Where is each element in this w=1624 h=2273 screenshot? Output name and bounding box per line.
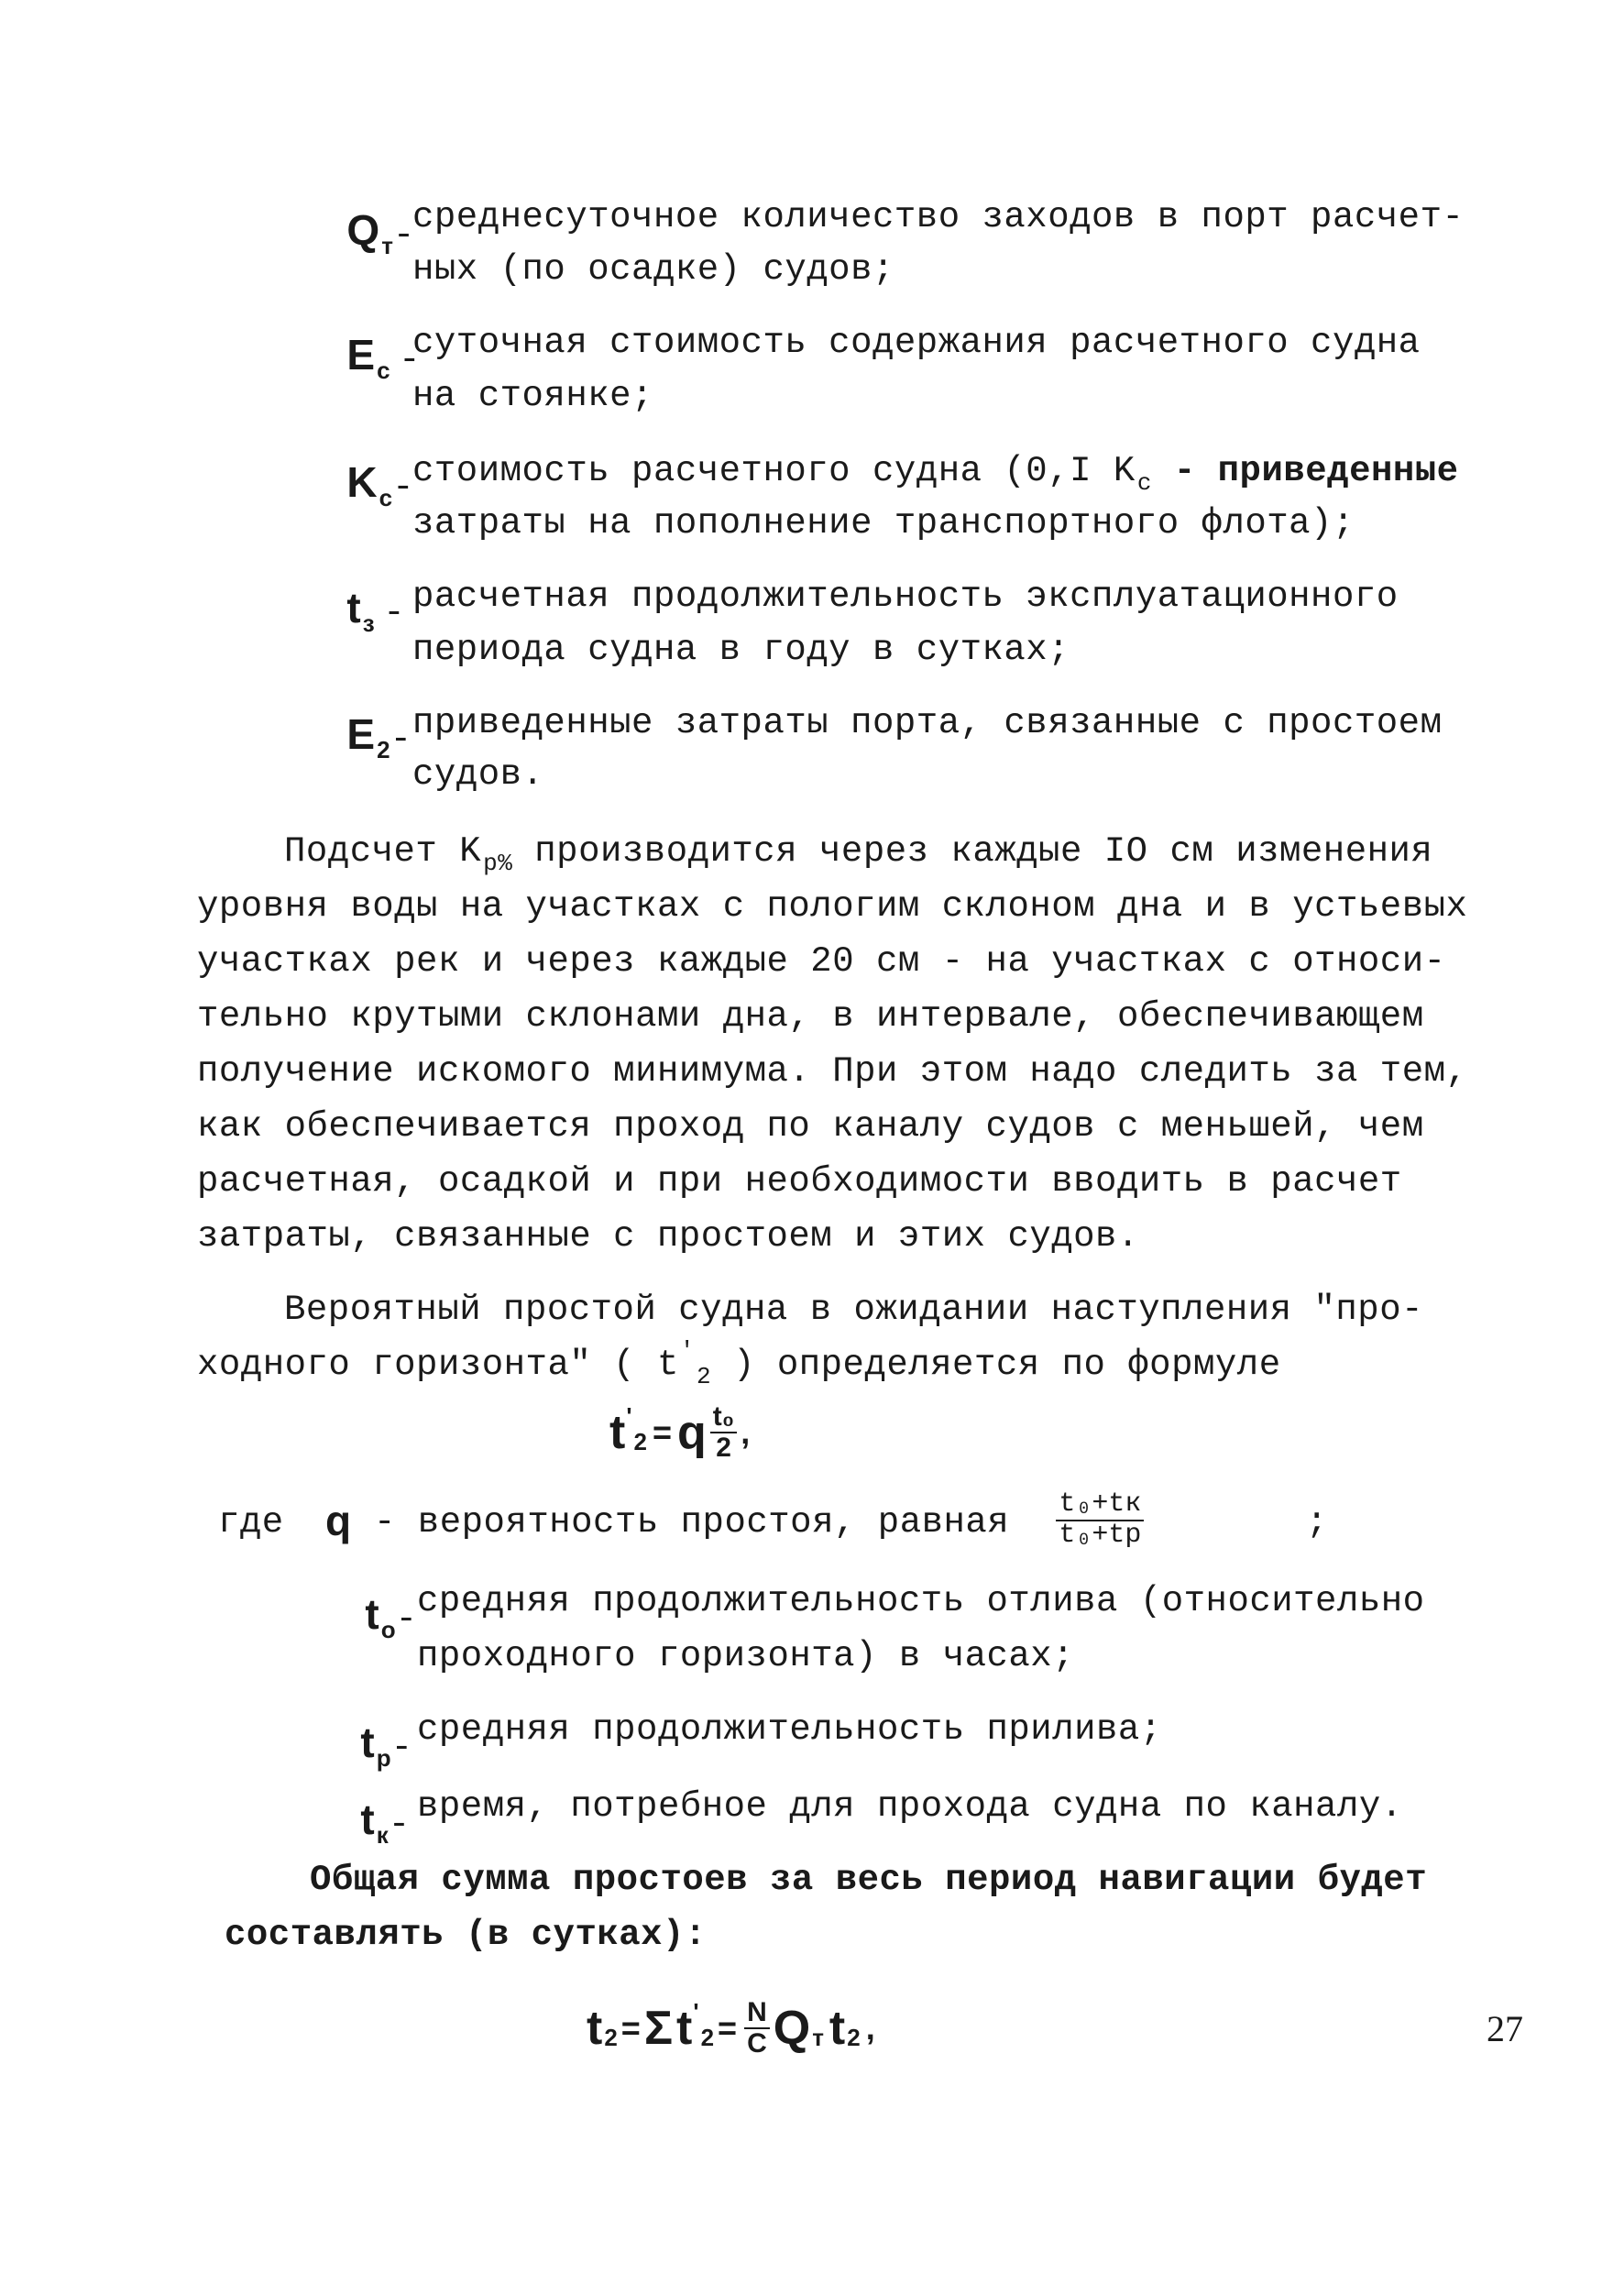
paragraph-line: Вероятный простой судна в ожидании наступления "про- — [284, 1290, 1423, 1330]
formula-t2-prime: t ' 2 = q $\frac{\text{t₀}}{2}$ , — [609, 1401, 751, 1463]
paragraph-line: участках рек и через каждые 20 см - на участках с относи- — [197, 941, 1446, 982]
def-t-3: $t_з$ - — [346, 584, 406, 637]
def-text-line: на стоянке; — [412, 376, 653, 416]
def-text-line: затраты на пополнение транспортного флота); — [412, 503, 1355, 544]
semicolon: ; — [1306, 1502, 1328, 1543]
def-text-line: судов. — [412, 754, 544, 795]
paragraph-line: Общая сумма простоев за весь период навигации будет — [310, 1860, 1428, 1900]
def-text-line: среднесуточное количество заходов в порт расчет- — [412, 197, 1465, 237]
paragraph-line: Подсчет $K_{р\%}$ производится через каждые IO см изменения — [284, 831, 1433, 877]
paragraph-line: составлять (в сутках): — [225, 1915, 707, 1955]
paragraph-line: затраты, связанные с простоем и этих судов. — [197, 1216, 1139, 1257]
def-e-2: $E_2-$ — [346, 710, 412, 763]
q-fraction: $\frac{\text{t₀+tк}}{\text{t₀+tр}}$ — [1017, 1474, 1147, 1566]
def-text-line: средняя продолжительность прилива; — [417, 1709, 1162, 1750]
formula-fraction: $\frac{N}{C}$ — [744, 1998, 770, 2058]
def-text-line: периода судна в году в сутках; — [412, 630, 1070, 670]
formula-fraction: $\frac{\text{t₀}}{2}$ — [710, 1402, 738, 1462]
paragraph-line: ходного горизонта" ( $t'_2$ ) определяется по формуле — [197, 1337, 1281, 1390]
def-t-p: $t_р-$ — [360, 1718, 413, 1772]
paragraph-line: расчетная, осадкой и при необходимости вводить в расчет — [197, 1161, 1402, 1202]
page-number: 27 — [1487, 2008, 1523, 2049]
paragraph-line: уровня воды на участках с пологим склоном дна и в устьевых — [197, 886, 1468, 927]
def-text-line: проходного горизонта) в часах; — [417, 1636, 1075, 1676]
def-t-k: $t_к-$ — [360, 1795, 411, 1849]
def-q-t: $Q_т-$ — [346, 206, 415, 259]
def-e-c: $E_c$ - — [346, 331, 422, 384]
def-text-line: расчетная продолжительность эксплуатационного — [412, 576, 1399, 617]
paragraph-line: получение искомого минимума. При этом надо следить за тем, — [197, 1051, 1468, 1092]
def-text-line: суточная стоимость содержания расчетного судна — [412, 323, 1421, 363]
formula-t2-total: t 2 = Σ t ' 2 = $\frac{N}{C}$ Q т t 2 , — [587, 1997, 875, 2059]
paragraph-line: как обеспечивается проход по каналу судов с меньшей, чем — [197, 1106, 1424, 1147]
def-k-c: $K_c-$ — [346, 458, 415, 511]
def-text-line: средняя продолжительность отлива (относительно — [417, 1581, 1425, 1621]
def-text-line: ных (по осадке) судов; — [412, 249, 894, 290]
paragraph-line: тельно крутыми склонами дна, в интервале, обеспечивающем — [197, 996, 1424, 1037]
symbol-q: $Q_т$ — [346, 206, 393, 259]
def-text-line: приведенные затраты порта, связанные с простоем — [412, 703, 1443, 743]
def-text-line: - вероятность простоя, равная — [374, 1502, 1010, 1543]
def-text-line: стоимость расчетного судна (0,I $K_c$ - приведенные — [412, 451, 1459, 497]
where-label: где — [218, 1502, 284, 1543]
symbol-q-prob: q — [325, 1497, 352, 1544]
def-t-o: $t_о-$ — [365, 1590, 418, 1643]
def-text-line: время, потребное для прохода судна по каналу. — [417, 1786, 1403, 1827]
